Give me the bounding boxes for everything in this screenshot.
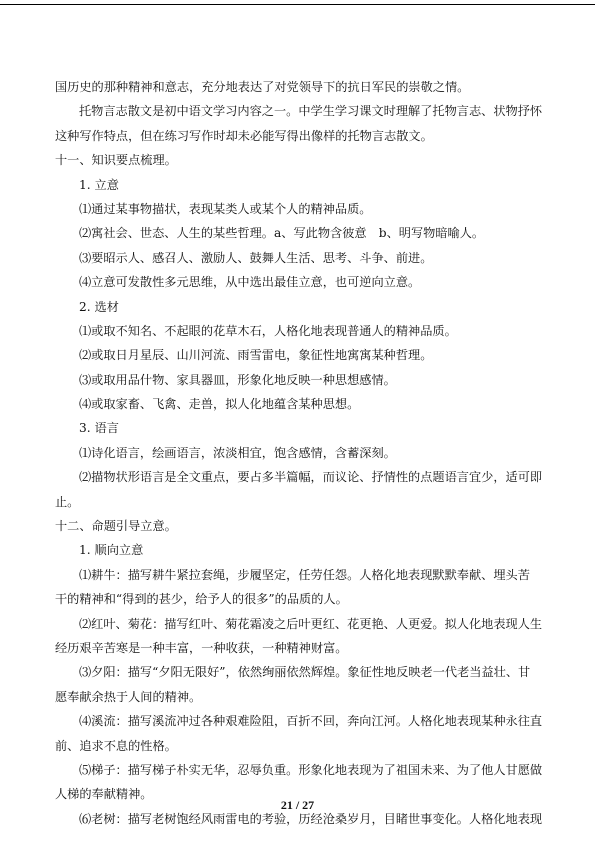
text-line: 愿奉献余热于人间的精神。 [55,689,202,704]
subheading: 1. 立意 [79,177,119,192]
page-number: 21 / 27 [280,798,315,812]
list-item: ⑴诗化语言，绘画语言，浓淡相宜，饱含感情，含蓄深刻。 [79,445,396,460]
subheading: 1. 顺向立意 [79,543,144,558]
list-item: ⑶要昭示人、感召人、激励人、鼓舞人生活、思考、斗争、前进。 [79,250,433,265]
text-line: 前、追求不息的性格。 [55,738,177,753]
text-line: 干的精神和“得到的甚少，给予人的很多”的品质的人。 [55,592,348,607]
paragraph-start: 托物言志散文是初中语文学习内容之一。中学生学习课文时理解了托物言志、状物抒怀 [79,104,543,119]
text-line: 止。 [55,494,80,509]
list-item: ⑵寓社会、世态、人生的某些哲理。a、写此物含彼意 b、明写物暗喻人。 [79,226,485,241]
list-item: ⑷或取家畜、飞禽、走兽，拟人化地蕴含某种思想。 [79,397,360,412]
text-line: 人梯的奉献精神。 [55,787,153,802]
text-line: 经历艰辛苦寒是一种丰富，一种收获，一种精神财富。 [55,640,348,655]
list-item: ⑷立意可发散性多元思维，从中选出最佳立意，也可逆向立意。 [79,275,421,290]
list-item: ⑵描物状形语言是全文重点，要占多半篇幅，而议论、抒情性的点题语言宜少，适可即 [79,470,543,485]
text-line: 国历史的那种精神和意志，充分地表达了对党领导下的抗日军民的崇敬之情。 [55,80,470,94]
text-line: 这种写作特点，但在练习写作时却未必能写得出像样的托物言志散文。 [55,128,433,143]
list-item: ⑵或取日月星辰、山川河流、雨雪雷电，象征性地寓寓某种哲理。 [79,348,433,363]
subheading: 3. 语言 [79,421,119,436]
document-body [55,75,545,831]
subheading: 2. 选材 [79,299,119,314]
list-item: ⑶夕阳：描写“夕阳无限好”，依然绚丽依然辉煌。象征性地反映老一代老当益壮、甘 [79,665,531,680]
list-item: ⑶或取用品什物、家具器皿，形象化地反映一种思想感情。 [79,372,396,387]
list-item: ⑵红叶、菊花：描写红叶、菊花霜凌之后叶更红、花更艳、人更爱。拟人化地表现人生 [79,616,543,631]
list-item: ⑴或取不知名、不起眼的花草木石，人格化地表现普通人的精神品质。 [79,323,457,338]
list-item: ⑷溪流：描写溪流冲过各种艰难险阻，百折不回，奔向江河。人格化地表现某种永往直 [79,714,543,729]
list-item: ⑹老树：描写老树饱经风雨雷电的考验，历经沧桑岁月，目睹世事变化。人格化地表现 [79,811,543,826]
list-item: ⑸梯子：描写梯子朴实无华，忍辱负重。形象化地表现为了祖国未来、为了他人甘愿做 [79,762,543,777]
section-heading: 十一、知识要点梳理。 [55,153,177,168]
list-item: ⑴耕牛：描写耕牛紧拉套绳，步履坚定，任劳任怨。人格化地表现默默奉献、埋头苦 [79,567,530,582]
header-rule [0,4,595,5]
list-item: ⑴通过某事物描状，表现某类人或某个人的精神品质。 [79,201,372,216]
section-heading: 十二、命题引导立意。 [55,519,177,534]
